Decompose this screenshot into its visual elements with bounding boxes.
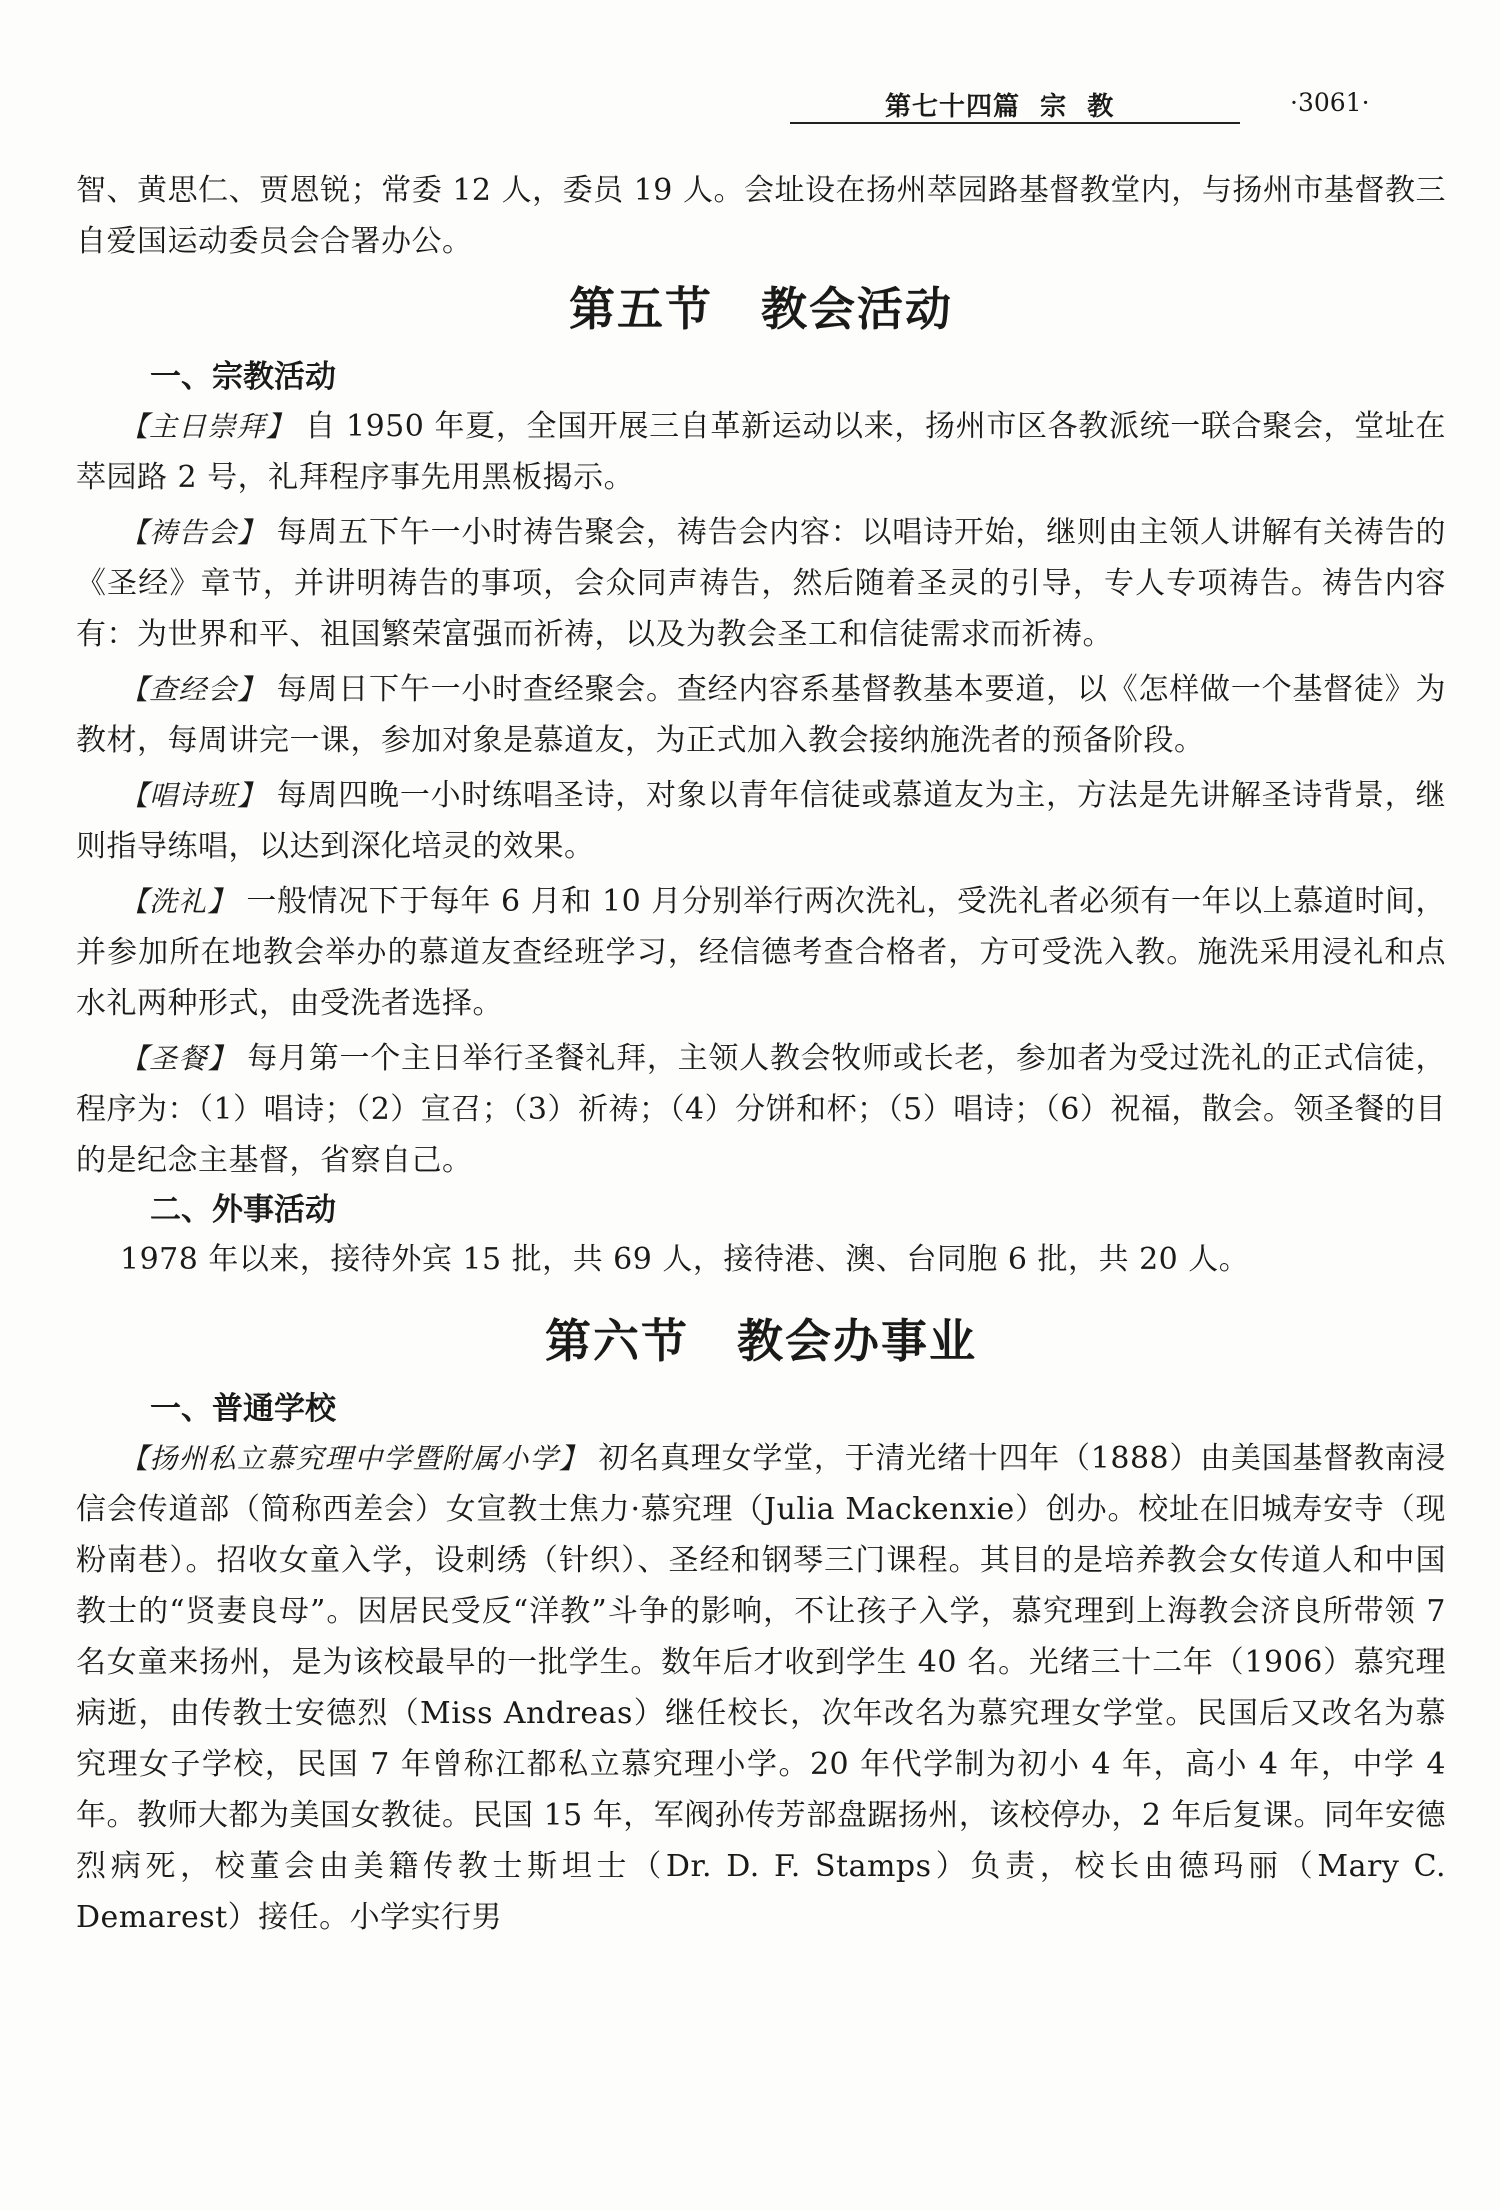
item-tag: 【洗礼】 bbox=[120, 885, 237, 918]
item-communion bbox=[76, 1033, 1446, 1186]
item-tag: 【唱诗班】 bbox=[120, 779, 267, 812]
item-choir bbox=[76, 770, 1446, 872]
item-text: 初名真理女学堂，于清光绪十四年（1888）由美国基督教南浸信会传道部（简称西差会）女宣教士焦力·慕究理（Julia Mackenxie）创办。校址在旧城寿安寺（现粉南巷）。招收女童入学，设刺绣（针织）、圣经和钢琴三门课程。其目的是培养教会女传道人和中国教士的“贤妻良母”。因居民受反“洋教”斗争的影响，不让孩子入学，慕究理到上海教会济良所带领 7 名女童来扬州，是为该校最早的一批学生。数年后才收到学生 40 名。光绪三十二年（1906）慕究理病逝，由传教士安德烈（Miss Andreas）继任校长，次年改名为慕究理女学堂。民国后又改名为慕究理女子学校，民国 7 年曾称江都私立慕究理小学。20 年代学制为初小 4 年，高小 4 年，中学 4 年。教师大都为美国女教徒。民国 15 年，军阀孙传芳部盘踞扬州，该校停办，2 年后复课。同年安德烈病死，校董会由美籍传教士斯坦士（Dr. D. F. Stamps）负责，校长由德玛丽（Mary C. Demarest）接任。小学实行男 bbox=[76, 1441, 1446, 1935]
intro-paragraph: 智、黄思仁、贾恩锐；常委 12 人，委员 19 人。会址设在扬州萃园路基督教堂内，与扬州市基督教三自爱国运动委员会合署办公。 bbox=[76, 173, 1446, 259]
item-text: 每周五下午一小时祷告聚会，祷告会内容：以唱诗开始，继则由主领人讲解有关祷告的《圣经》章节，并讲明祷告的事项，会众同声祷告，然后随着圣灵的引导，专人专项祷告。祷告内容有：为世界和平、祖国繁荣富强而祈祷，以及为教会圣工和信徒需求而祈祷。 bbox=[76, 515, 1446, 652]
school-history-paragraph bbox=[76, 1433, 1446, 1943]
section-title-6: 第六节 教会办事业 bbox=[545, 1314, 977, 1368]
chapter-title: 第七十四篇 宗 教 bbox=[885, 92, 1115, 122]
header-rule bbox=[790, 122, 1240, 124]
item-text: 自 1950 年夏，全国开展三自革新运动以来，扬州市区各教派统一联合聚会，堂址在萃园路 2 号，礼拜程序事先用黑板揭示。 bbox=[76, 409, 1446, 495]
item-tag: 【祷告会】 bbox=[120, 516, 267, 549]
item-prayer-meeting bbox=[76, 507, 1446, 660]
item-sunday-worship bbox=[76, 401, 1446, 503]
item-text: 每周四晚一小时练唱圣诗，对象以青年信徒或慕道友为主，方法是先讲解圣诗背景，继则指导练唱，以达到深化培灵的效果。 bbox=[76, 778, 1446, 864]
subheading-ordinary-schools: 一、普通学校 bbox=[150, 1391, 336, 1427]
item-tag: 【圣餐】 bbox=[120, 1042, 237, 1075]
section-title-5: 第五节 教会活动 bbox=[569, 282, 953, 336]
item-tag: 【查经会】 bbox=[120, 673, 267, 706]
item-baptism bbox=[76, 876, 1446, 1029]
running-header bbox=[790, 84, 1445, 124]
subheading-religious-activities: 一、宗教活动 bbox=[150, 359, 336, 395]
item-text: 每月第一个主日举行圣餐礼拜，主领人教会牧师或长老，参加者为受过洗礼的正式信徒，程序为：（1）唱诗；（2）宣召；（3）祈祷；（4）分饼和杯；（5）唱诗；（6）祝福，散会。领圣餐的目的是纪念主基督，省察自己。 bbox=[76, 1041, 1446, 1178]
item-bible-study bbox=[76, 664, 1446, 766]
page-number: ·3061· bbox=[1290, 88, 1370, 117]
item-tag: 【主日崇拜】 bbox=[120, 410, 295, 443]
item-text: 一般情况下于每年 6 月和 10 月分别举行两次洗礼，受洗礼者必须有一年以上慕道时间，并参加所在地教会举办的慕道友查经班学习，经信德考查合格者，方可受洗入教。施洗采用浸礼和点水礼两种形式，由受洗者选择。 bbox=[76, 884, 1446, 1021]
item-tag: 【扬州私立慕究理中学暨附属小学】 bbox=[120, 1442, 589, 1475]
item-text: 每周日下午一小时查经聚会。查经内容系基督教基本要道，以《怎样做一个基督徒》为教材，每周讲完一课，参加对象是慕道友，为正式加入教会接纳施洗者的预备阶段。 bbox=[76, 672, 1446, 758]
page-body bbox=[76, 165, 1446, 1943]
foreign-affairs-text: 1978 年以来，接待外宾 15 批，共 69 人，接待港、澳、台同胞 6 批，共 20 人。 bbox=[120, 1242, 1250, 1277]
subheading-foreign-affairs: 二、外事活动 bbox=[150, 1192, 336, 1228]
